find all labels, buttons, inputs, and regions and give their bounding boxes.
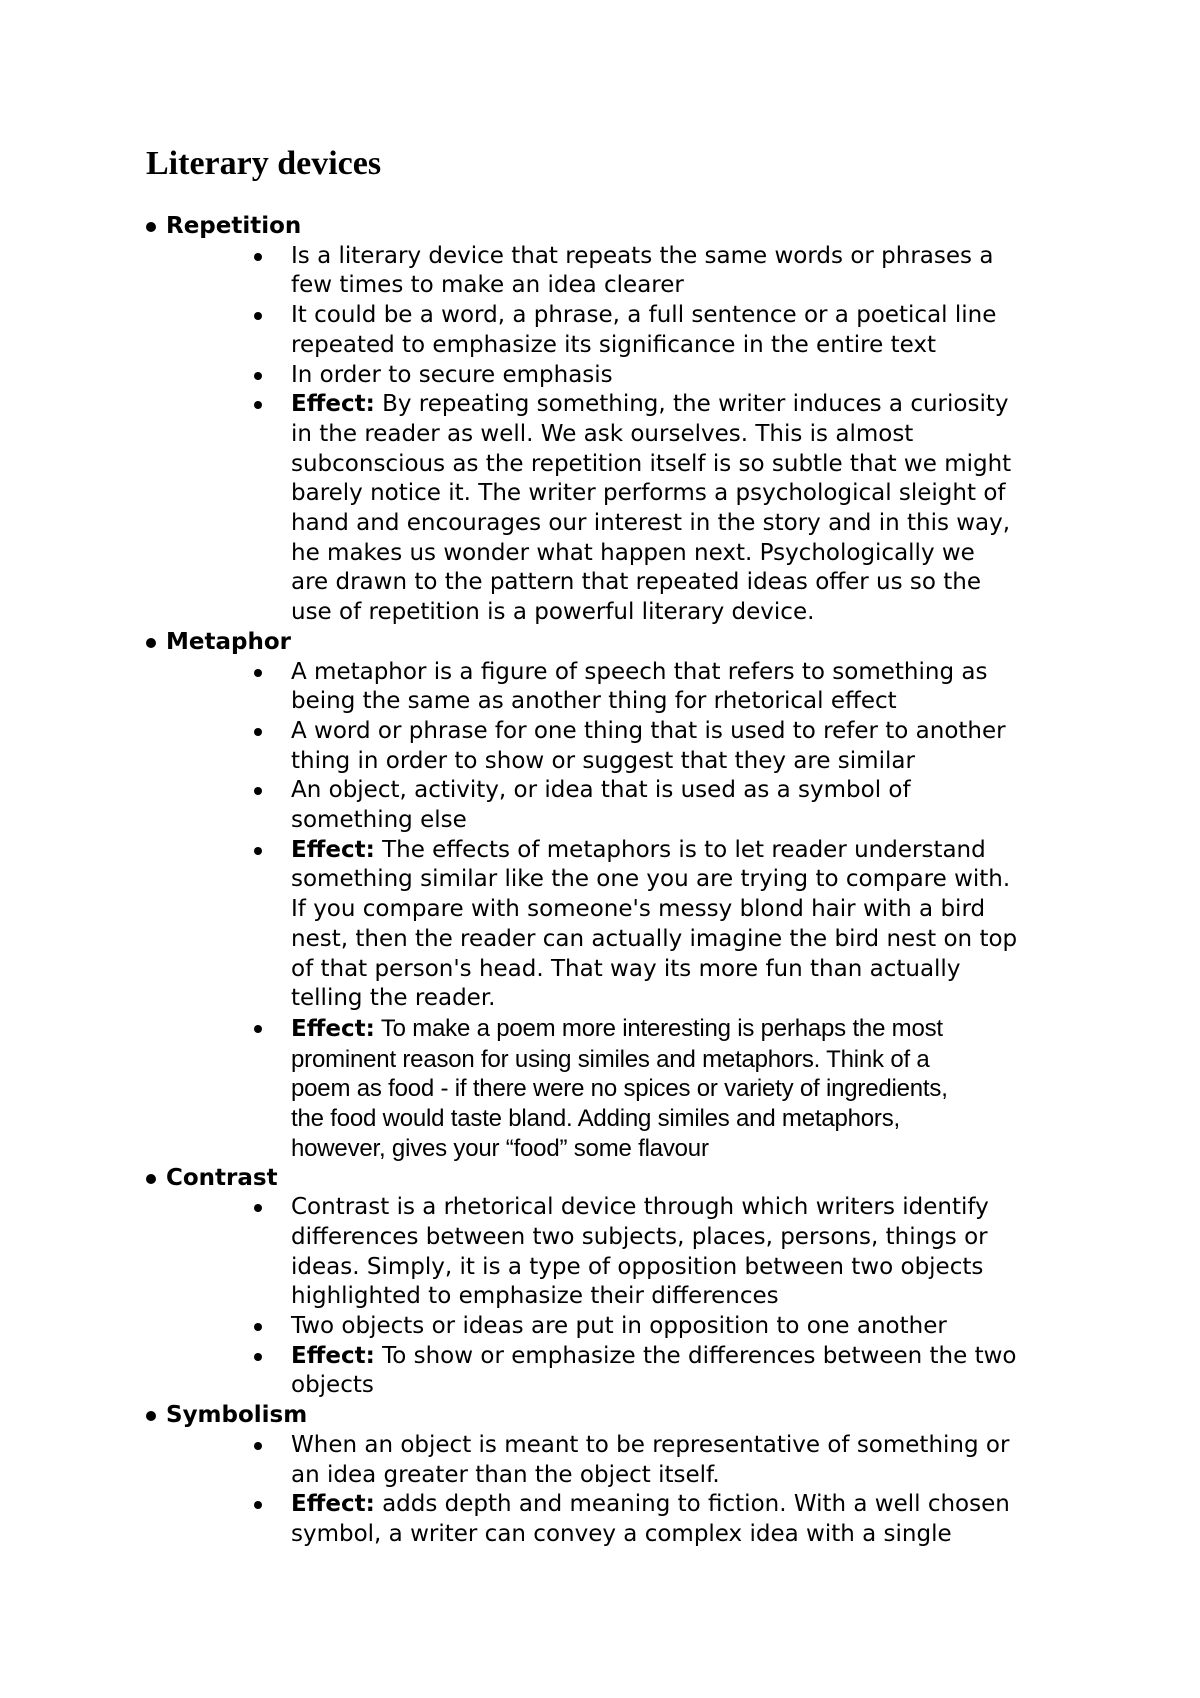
effect-label: Effect: [291, 836, 375, 863]
text-line [291, 1014, 1103, 1045]
section-heading-text: Contrast [166, 1164, 278, 1191]
document-body [146, 212, 1106, 1550]
text-line [291, 1431, 1103, 1461]
list-item [146, 658, 1103, 717]
text-line [291, 1193, 1103, 1223]
text-line-content: To make a poem more interesting is perhaps the most [374, 1014, 943, 1042]
text-line [291, 479, 1103, 509]
bullet-icon [254, 372, 262, 380]
text-line [291, 390, 1103, 420]
text-line [291, 1134, 1103, 1164]
text-line [291, 1074, 1103, 1104]
bullet-list [146, 242, 1106, 628]
text-line-content: telling the reader. [291, 985, 496, 1012]
bullet-icon [254, 401, 262, 409]
bullet-icon [254, 1025, 262, 1033]
bullet-icon [146, 222, 156, 232]
text-line [291, 1461, 1103, 1491]
text-line [291, 242, 1103, 272]
bullet-icon [254, 1323, 262, 1331]
bullet-list [146, 1431, 1106, 1550]
text-line [291, 658, 1103, 688]
text-line-content: The effects of metaphors is to let reader understand [374, 836, 986, 863]
section-heading [146, 628, 1106, 658]
text-line-content: subconscious as the repetition itself is so subtle that we might [291, 450, 1012, 477]
text-line [291, 776, 1103, 806]
list-item [146, 1431, 1103, 1490]
list-item [146, 717, 1103, 776]
text-line-content: hand and encourages our interest in the story and in this way, [291, 510, 1011, 537]
text-line-content: It could be a word, a phrase, a full sentence or a poetical line [291, 302, 997, 329]
list-item [146, 1312, 1103, 1342]
text-line-content: thing in order to show or suggest that they are similar [291, 747, 915, 774]
text-line [291, 420, 1103, 450]
text-line-content: Two objects or ideas are put in opposition to one another [291, 1313, 947, 1340]
text-line [291, 687, 1103, 717]
bullet-icon [254, 1353, 262, 1361]
effect-label: Effect: [291, 1015, 375, 1042]
effect-label: Effect: [291, 1342, 375, 1369]
bullet-icon [254, 787, 262, 795]
list-item [146, 836, 1103, 1014]
list-item [146, 242, 1103, 301]
bullet-icon [254, 1501, 262, 1509]
bullet-icon [146, 1174, 156, 1184]
text-line-content: of that person's head. That way its more fun than actually [291, 955, 961, 982]
list-item [146, 1014, 1103, 1164]
text-line [291, 1282, 1103, 1312]
text-line [291, 331, 1103, 361]
section-heading [146, 1401, 1106, 1431]
bullet-list [146, 658, 1106, 1164]
text-line [291, 955, 1103, 985]
text-line [291, 568, 1103, 598]
page-title: Literary devices [146, 145, 382, 182]
text-line [291, 361, 1103, 391]
text-line [291, 865, 1103, 895]
effect-label: Effect: [291, 391, 375, 418]
text-line-content: barely notice it. The writer performs a psychological sleight of [291, 480, 1006, 507]
text-line [291, 895, 1103, 925]
section-heading-text: Symbolism [166, 1402, 308, 1429]
text-line-content: A metaphor is a figure of speech that refers to something as [291, 658, 988, 685]
text-line-content: Is a literary device that repeats the same words or phrases a [291, 242, 994, 269]
section-heading [146, 1164, 1106, 1194]
text-line-content: prominent reason for using similes and metaphors. Think of a [291, 1045, 930, 1073]
text-line-content: however, gives your “food” some flavour [291, 1134, 709, 1162]
text-line-content: By repeating something, the writer induces a curiosity [374, 391, 1009, 418]
section-contrast [146, 1164, 1106, 1402]
list-item [146, 1490, 1103, 1549]
text-line-content: something similar like the one you are trying to compare with. [291, 866, 1011, 893]
text-line-content: In order to secure emphasis [291, 361, 613, 388]
text-line-content: If you compare with someone's messy blond hair with a bird [291, 896, 986, 923]
bullet-icon [146, 1411, 156, 1421]
bullet-icon [146, 638, 156, 648]
bullet-icon [254, 847, 262, 855]
text-line [291, 836, 1103, 866]
bullet-icon [254, 253, 262, 261]
text-line-content: A word or phrase for one thing that is used to refer to another [291, 717, 1006, 744]
bullet-icon [254, 669, 262, 677]
text-line-content: repeated to emphasize its significance in the entire text [291, 331, 936, 358]
effect-label: Effect: [291, 1491, 375, 1518]
text-line-content: ideas. Simply, it is a type of opposition between two objects [291, 1253, 984, 1280]
text-line-content: in the reader as well. We ask ourselves. This is almost [291, 420, 914, 447]
text-line-content: objects [291, 1372, 374, 1399]
text-line-content: adds depth and meaning to fiction. With a well chosen [374, 1491, 1010, 1518]
text-line-content: An object, activity, or idea that is used as a symbol of [291, 777, 911, 804]
text-line-content: being the same as another thing for rhetorical effect [291, 688, 897, 715]
text-line-content: are drawn to the pattern that repeated ideas offer us so the [291, 569, 982, 596]
text-line-content: something else [291, 807, 467, 834]
text-line [291, 717, 1103, 747]
list-item [146, 1193, 1103, 1312]
text-line [291, 984, 1103, 1014]
bullet-icon [254, 1204, 262, 1212]
text-line [291, 806, 1103, 836]
text-line [291, 1342, 1103, 1372]
bullet-icon [254, 1442, 262, 1450]
text-line-content: an idea greater than the object itself. [291, 1461, 720, 1488]
bullet-icon [254, 728, 262, 736]
text-line [291, 271, 1103, 301]
section-metaphor [146, 628, 1106, 1164]
section-repetition [146, 212, 1106, 628]
list-item [146, 361, 1103, 391]
bullet-list [146, 1193, 1106, 1401]
text-line-content: poem as food - if there were no spices or variety of ingredients, [291, 1075, 948, 1103]
text-line-content: When an object is meant to be representative of something or [291, 1431, 1010, 1458]
text-line-content: use of repetition is a powerful literary device. [291, 599, 815, 626]
text-line-content: Contrast is a rhetorical device through which writers identify [291, 1194, 989, 1221]
text-line-content: nest, then the reader can actually imagine the bird nest on top [291, 925, 1018, 952]
text-line [291, 509, 1103, 539]
text-line-content: highlighted to emphasize their differences [291, 1283, 779, 1310]
text-line-content: he makes us wonder what happen next. Psychologically we [291, 539, 975, 566]
text-line [291, 301, 1103, 331]
text-line-content: differences between two subjects, places, persons, things or [291, 1223, 988, 1250]
text-line [291, 539, 1103, 569]
text-line [291, 450, 1103, 480]
text-line [291, 1520, 1103, 1550]
text-line [291, 1371, 1103, 1401]
bullet-icon [254, 312, 262, 320]
text-line [291, 925, 1103, 955]
text-line [291, 1223, 1103, 1253]
list-item [146, 390, 1103, 628]
section-heading-text: Repetition [166, 213, 302, 239]
text-line [291, 1253, 1103, 1283]
section-heading [146, 212, 1106, 242]
section-heading-text: Metaphor [166, 628, 291, 655]
text-line [291, 747, 1103, 777]
list-item [146, 776, 1103, 835]
list-item [146, 1342, 1103, 1401]
text-line-content: To show or emphasize the differences between the two [374, 1342, 1017, 1369]
text-line [291, 1312, 1103, 1342]
text-line-content: few times to make an idea clearer [291, 272, 684, 299]
text-line [291, 1104, 1103, 1134]
text-line-content: the food would taste bland. Adding similes and metaphors, [291, 1105, 900, 1133]
text-line [291, 1045, 1103, 1075]
text-line [291, 1490, 1103, 1520]
text-line [291, 598, 1103, 628]
section-symbolism [146, 1401, 1106, 1550]
text-line-content: symbol, a writer can convey a complex idea with a single [291, 1520, 952, 1547]
list-item [146, 301, 1103, 360]
